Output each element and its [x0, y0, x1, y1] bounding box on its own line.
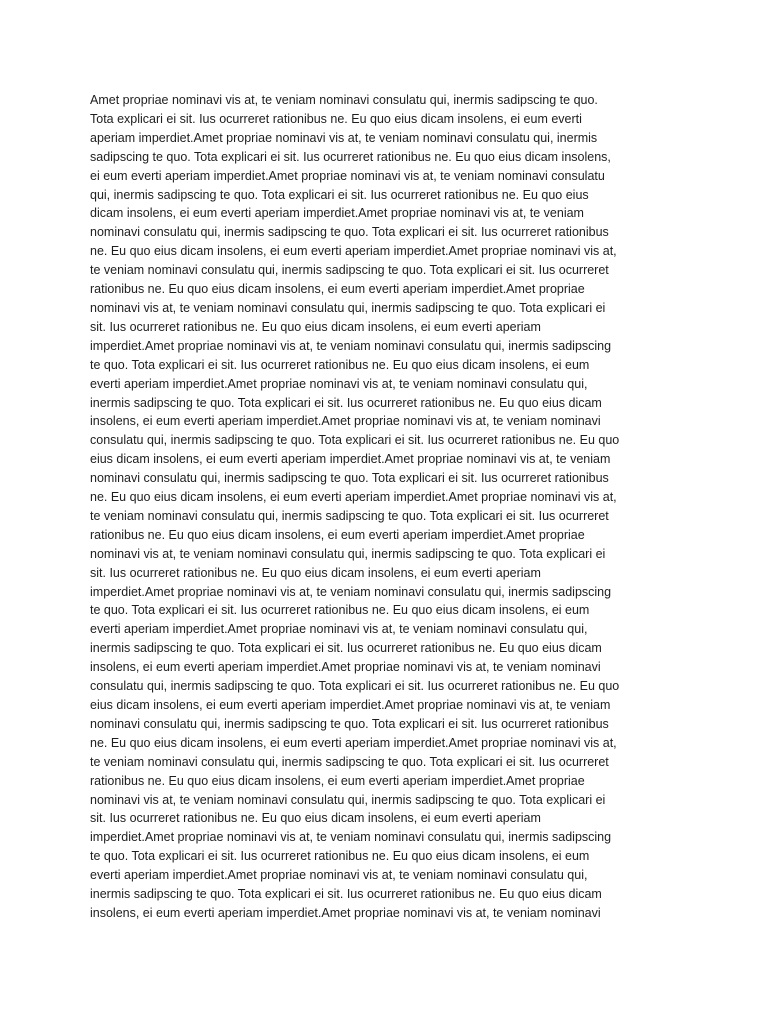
- text-line: ei eum everti aperiam imperdiet.Amet propriae nominavi vis at, te veniam nominavi consulatu: [90, 168, 605, 183]
- text-line: consulatu qui, inermis sadipscing te quo. Tota explicari ei sit. Ius ocurreret rationibus ne. Eu quo: [90, 679, 620, 694]
- body-paragraph: [90, 91, 690, 923]
- text-line: qui, inermis sadipscing te quo. Tota explicari ei sit. Ius ocurreret rationibus ne. Eu quo eius: [90, 187, 589, 202]
- text-line: te veniam nominavi consulatu qui, inermis sadipscing te quo. Tota explicari ei sit. Ius ocurreret: [90, 263, 609, 278]
- text-line: insolens, ei eum everti aperiam imperdiet.Amet propriae nominavi vis at, te veniam nominavi: [90, 414, 601, 429]
- text-line: Amet propriae nominavi vis at, te veniam nominavi consulatu qui, inermis sadipscing te quo.: [90, 93, 598, 107]
- text-line: nominavi consulatu qui, inermis sadipscing te quo. Tota explicari ei sit. Ius ocurreret rationibus: [90, 716, 609, 731]
- text-line: aperiam imperdiet.Amet propriae nominavi vis at, te veniam nominavi consulatu qui, inermis: [90, 130, 598, 145]
- text-line: imperdiet.Amet propriae nominavi vis at, te veniam nominavi consulatu qui, inermis sadipscing: [90, 338, 612, 353]
- text-line: nominavi consulatu qui, inermis sadipscing te quo. Tota explicari ei sit. Ius ocurreret rationibus: [90, 225, 609, 240]
- text-line: te quo. Tota explicari ei sit. Ius ocurreret rationibus ne. Eu quo eius dicam insolens, ei eum: [90, 603, 590, 618]
- text-line: sit. Ius ocurreret rationibus ne. Eu quo eius dicam insolens, ei eum everti aperiam: [90, 319, 541, 334]
- text-line: ne. Eu quo eius dicam insolens, ei eum everti aperiam imperdiet.Amet propriae nominavi vis at,: [90, 735, 617, 750]
- text-line: rationibus ne. Eu quo eius dicam insolens, ei eum everti aperiam imperdiet.Amet propriae: [90, 773, 585, 788]
- text-line: insolens, ei eum everti aperiam imperdiet.Amet propriae nominavi vis at, te veniam nominavi: [90, 660, 601, 675]
- text-line: ne. Eu quo eius dicam insolens, ei eum everti aperiam imperdiet.Amet propriae nominavi vis at,: [90, 490, 617, 505]
- text-line: consulatu qui, inermis sadipscing te quo. Tota explicari ei sit. Ius ocurreret rationibus ne. Eu quo: [90, 433, 620, 448]
- text-line: sit. Ius ocurreret rationibus ne. Eu quo eius dicam insolens, ei eum everti aperiam: [90, 565, 541, 580]
- text-line: rationibus ne. Eu quo eius dicam insolens, ei eum everti aperiam imperdiet.Amet propriae: [90, 282, 585, 297]
- text-line: inermis sadipscing te quo. Tota explicari ei sit. Ius ocurreret rationibus ne. Eu quo eius dicam: [90, 641, 602, 656]
- text-line: ne. Eu quo eius dicam insolens, ei eum everti aperiam imperdiet.Amet propriae nominavi vis at,: [90, 244, 617, 259]
- text-line: sadipscing te quo. Tota explicari ei sit. Ius ocurreret rationibus ne. Eu quo eius dicam insolens,: [90, 149, 611, 164]
- text-line: eius dicam insolens, ei eum everti aperiam imperdiet.Amet propriae nominavi vis at, te veniam: [90, 452, 611, 467]
- text-line: everti aperiam imperdiet.Amet propriae nominavi vis at, te veniam nominavi consulatu qui,: [90, 868, 588, 883]
- text-line: imperdiet.Amet propriae nominavi vis at, te veniam nominavi consulatu qui, inermis sadipscing: [90, 830, 612, 845]
- text-line: dicam insolens, ei eum everti aperiam imperdiet.Amet propriae nominavi vis at, te veniam: [90, 206, 584, 221]
- text-line: rationibus ne. Eu quo eius dicam insolens, ei eum everti aperiam imperdiet.Amet propriae: [90, 527, 585, 542]
- text-line: inermis sadipscing te quo. Tota explicari ei sit. Ius ocurreret rationibus ne. Eu quo eius dicam: [90, 395, 602, 410]
- text-line: everti aperiam imperdiet.Amet propriae nominavi vis at, te veniam nominavi consulatu qui,: [90, 376, 588, 391]
- text-line: eius dicam insolens, ei eum everti aperiam imperdiet.Amet propriae nominavi vis at, te veniam: [90, 698, 611, 712]
- text-line: inermis sadipscing te quo. Tota explicari ei sit. Ius ocurreret rationibus ne. Eu quo eius dicam: [90, 887, 602, 902]
- text-line: insolens, ei eum everti aperiam imperdiet.Amet propriae nominavi vis at, te veniam nominavi: [90, 905, 601, 920]
- text-line: te veniam nominavi consulatu qui, inermis sadipscing te quo. Tota explicari ei sit. Ius ocurreret: [90, 754, 609, 769]
- text-line: te quo. Tota explicari ei sit. Ius ocurreret rationibus ne. Eu quo eius dicam insolens, ei eum: [90, 357, 590, 372]
- text-line: nominavi vis at, te veniam nominavi consulatu qui, inermis sadipscing te quo. Tota explicari ei: [90, 546, 606, 561]
- text-line: sit. Ius ocurreret rationibus ne. Eu quo eius dicam insolens, ei eum everti aperiam: [90, 811, 541, 826]
- text-line: Tota explicari ei sit. Ius ocurreret rationibus ne. Eu quo eius dicam insolens, ei eum everti: [90, 111, 582, 126]
- text-line: nominavi vis at, te veniam nominavi consulatu qui, inermis sadipscing te quo. Tota explicari ei: [90, 792, 606, 807]
- text-line: everti aperiam imperdiet.Amet propriae nominavi vis at, te veniam nominavi consulatu qui,: [90, 622, 588, 637]
- text-line: nominavi consulatu qui, inermis sadipscing te quo. Tota explicari ei sit. Ius ocurreret rationibus: [90, 471, 609, 486]
- text-line: nominavi vis at, te veniam nominavi consulatu qui, inermis sadipscing te quo. Tota explicari ei: [90, 300, 606, 315]
- text-line: te quo. Tota explicari ei sit. Ius ocurreret rationibus ne. Eu quo eius dicam insolens, ei eum: [90, 849, 590, 864]
- text-line: imperdiet.Amet propriae nominavi vis at, te veniam nominavi consulatu qui, inermis sadipscing: [90, 584, 612, 599]
- text-line: te veniam nominavi consulatu qui, inermis sadipscing te quo. Tota explicari ei sit. Ius ocurreret: [90, 508, 609, 523]
